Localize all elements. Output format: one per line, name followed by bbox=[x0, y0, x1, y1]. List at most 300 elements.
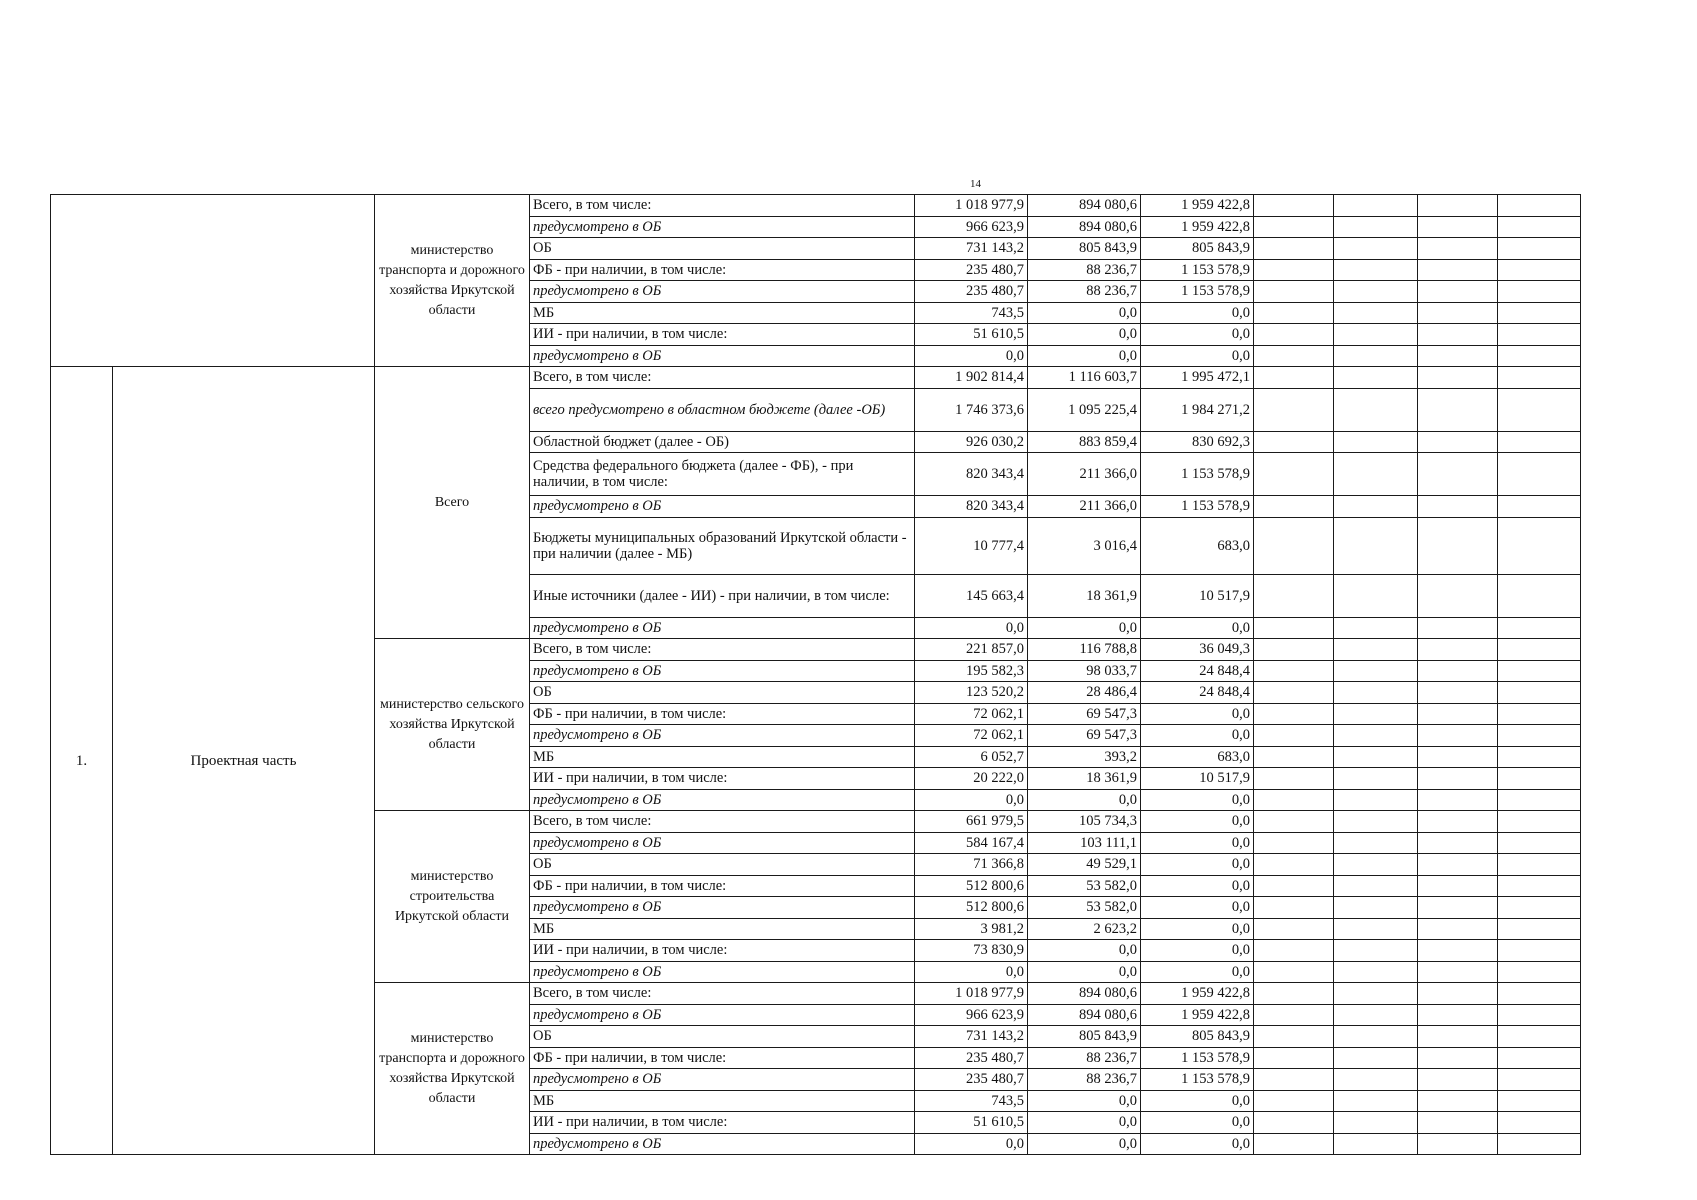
funding-source-label: Всего, в том числе: bbox=[530, 811, 915, 833]
value-cell-3: 0,0 bbox=[1141, 1133, 1254, 1155]
value-cell-3: 0,0 bbox=[1141, 875, 1254, 897]
value-cell-1: 966 623,9 bbox=[915, 1004, 1028, 1026]
empty-cell bbox=[1334, 216, 1418, 238]
empty-cell bbox=[1498, 238, 1581, 260]
funding-source-label: предусмотрено в ОБ bbox=[530, 789, 915, 811]
empty-cell bbox=[1254, 940, 1334, 962]
empty-cell bbox=[1418, 983, 1498, 1005]
empty-cell bbox=[1254, 746, 1334, 768]
value-cell-2: 0,0 bbox=[1028, 1090, 1141, 1112]
empty-cell bbox=[1254, 367, 1334, 389]
value-cell-3: 0,0 bbox=[1141, 617, 1254, 639]
empty-cell bbox=[1498, 496, 1581, 518]
empty-cell bbox=[1498, 682, 1581, 704]
empty-cell bbox=[1334, 1026, 1418, 1048]
empty-cell bbox=[1254, 324, 1334, 346]
executor-cell: министерство сельского хозяйства Иркутской области bbox=[375, 639, 530, 811]
value-cell-3: 1 959 422,8 bbox=[1141, 216, 1254, 238]
value-cell-2: 0,0 bbox=[1028, 1133, 1141, 1155]
funding-source-label: Всего, в том числе: bbox=[530, 983, 915, 1005]
value-cell-2: 1 095 225,4 bbox=[1028, 388, 1141, 431]
empty-cell bbox=[1498, 1112, 1581, 1134]
empty-cell bbox=[1334, 1090, 1418, 1112]
value-cell-1: 221 857,0 bbox=[915, 639, 1028, 661]
empty-cell bbox=[1418, 961, 1498, 983]
funding-source-label: Всего, в том числе: bbox=[530, 367, 915, 389]
empty-cell bbox=[1418, 617, 1498, 639]
empty-cell bbox=[1254, 961, 1334, 983]
funding-source-label: ОБ bbox=[530, 682, 915, 704]
value-cell-1: 731 143,2 bbox=[915, 238, 1028, 260]
value-cell-1: 926 030,2 bbox=[915, 431, 1028, 453]
empty-cell bbox=[1254, 195, 1334, 217]
empty-cell bbox=[1498, 1004, 1581, 1026]
empty-cell bbox=[1498, 216, 1581, 238]
empty-cell bbox=[1498, 897, 1581, 919]
value-cell-1: 73 830,9 bbox=[915, 940, 1028, 962]
funding-source-label: предусмотрено в ОБ bbox=[530, 660, 915, 682]
empty-cell bbox=[1418, 1047, 1498, 1069]
empty-cell bbox=[1334, 725, 1418, 747]
empty-cell bbox=[1334, 617, 1418, 639]
empty-cell bbox=[1254, 682, 1334, 704]
empty-cell bbox=[1418, 496, 1498, 518]
value-cell-3: 1 153 578,9 bbox=[1141, 281, 1254, 303]
empty-cell bbox=[1334, 746, 1418, 768]
funding-source-label: ИИ - при наличии, в том числе: bbox=[530, 1112, 915, 1134]
empty-cell bbox=[1418, 216, 1498, 238]
empty-cell bbox=[1334, 238, 1418, 260]
empty-cell bbox=[1334, 875, 1418, 897]
empty-cell bbox=[1334, 345, 1418, 367]
table-row bbox=[51, 195, 1581, 217]
funding-source-label: предусмотрено в ОБ bbox=[530, 897, 915, 919]
empty-cell bbox=[1334, 768, 1418, 790]
empty-cell bbox=[1334, 682, 1418, 704]
value-cell-1: 235 480,7 bbox=[915, 1069, 1028, 1091]
value-cell-1: 1 746 373,6 bbox=[915, 388, 1028, 431]
empty-cell bbox=[1418, 453, 1498, 496]
value-cell-3: 0,0 bbox=[1141, 703, 1254, 725]
value-cell-1: 731 143,2 bbox=[915, 1026, 1028, 1048]
empty-cell bbox=[1418, 1004, 1498, 1026]
value-cell-1: 743,5 bbox=[915, 1090, 1028, 1112]
value-cell-3: 0,0 bbox=[1141, 302, 1254, 324]
value-cell-1: 584 167,4 bbox=[915, 832, 1028, 854]
empty-cell bbox=[1254, 1090, 1334, 1112]
value-cell-3: 1 959 422,8 bbox=[1141, 983, 1254, 1005]
empty-cell bbox=[1254, 854, 1334, 876]
empty-cell bbox=[1498, 367, 1581, 389]
empty-cell bbox=[1334, 431, 1418, 453]
empty-cell bbox=[1418, 1026, 1498, 1048]
executor-cell: министерство строительства Иркутской области bbox=[375, 811, 530, 983]
value-cell-1: 0,0 bbox=[915, 1133, 1028, 1155]
row-number: 1. bbox=[51, 367, 113, 1155]
empty-cell bbox=[1254, 216, 1334, 238]
value-cell-2: 18 361,9 bbox=[1028, 574, 1141, 617]
value-cell-1: 51 610,5 bbox=[915, 1112, 1028, 1134]
value-cell-1: 743,5 bbox=[915, 302, 1028, 324]
empty-cell bbox=[1418, 703, 1498, 725]
funding-source-label: Бюджеты муниципальных образований Иркутской области - при наличии (далее - МБ) bbox=[530, 517, 915, 574]
value-cell-2: 53 582,0 bbox=[1028, 875, 1141, 897]
empty-cell bbox=[1334, 259, 1418, 281]
empty-cell bbox=[1334, 281, 1418, 303]
empty-cell bbox=[1418, 517, 1498, 574]
value-cell-3: 0,0 bbox=[1141, 1090, 1254, 1112]
value-cell-2: 393,2 bbox=[1028, 746, 1141, 768]
empty-cell bbox=[1498, 388, 1581, 431]
empty-cell bbox=[1334, 832, 1418, 854]
executor-cell: Всего bbox=[375, 367, 530, 639]
funding-source-label: предусмотрено в ОБ bbox=[530, 496, 915, 518]
empty-cell bbox=[1334, 811, 1418, 833]
value-cell-1: 71 366,8 bbox=[915, 854, 1028, 876]
value-cell-1: 145 663,4 bbox=[915, 574, 1028, 617]
value-cell-2: 0,0 bbox=[1028, 961, 1141, 983]
page-number: 14 bbox=[970, 178, 981, 190]
value-cell-1: 820 343,4 bbox=[915, 496, 1028, 518]
value-cell-1: 820 343,4 bbox=[915, 453, 1028, 496]
funding-source-label: ОБ bbox=[530, 1026, 915, 1048]
value-cell-3: 10 517,9 bbox=[1141, 574, 1254, 617]
executor-cell: министерство транспорта и дорожного хозяйства Иркутской области bbox=[375, 195, 530, 367]
empty-cell bbox=[1334, 789, 1418, 811]
value-cell-1: 1 902 814,4 bbox=[915, 367, 1028, 389]
empty-cell bbox=[1498, 789, 1581, 811]
value-cell-2: 98 033,7 bbox=[1028, 660, 1141, 682]
value-cell-2: 88 236,7 bbox=[1028, 281, 1141, 303]
value-cell-3: 1 995 472,1 bbox=[1141, 367, 1254, 389]
empty-cell bbox=[1254, 238, 1334, 260]
empty-cell bbox=[1334, 639, 1418, 661]
value-cell-3: 1 153 578,9 bbox=[1141, 453, 1254, 496]
value-cell-1: 3 981,2 bbox=[915, 918, 1028, 940]
funding-source-label: МБ bbox=[530, 302, 915, 324]
value-cell-1: 51 610,5 bbox=[915, 324, 1028, 346]
funding-source-label: Всего, в том числе: bbox=[530, 195, 915, 217]
empty-cell bbox=[1418, 746, 1498, 768]
empty-cell bbox=[1498, 281, 1581, 303]
empty-cell bbox=[1498, 918, 1581, 940]
value-cell-2: 1 116 603,7 bbox=[1028, 367, 1141, 389]
value-cell-2: 103 111,1 bbox=[1028, 832, 1141, 854]
empty-cell bbox=[1498, 854, 1581, 876]
section-name: Проектная часть bbox=[113, 367, 375, 1155]
blank-cell bbox=[51, 195, 375, 367]
value-cell-1: 1 018 977,9 bbox=[915, 983, 1028, 1005]
empty-cell bbox=[1418, 918, 1498, 940]
empty-cell bbox=[1254, 897, 1334, 919]
empty-cell bbox=[1418, 195, 1498, 217]
value-cell-3: 683,0 bbox=[1141, 746, 1254, 768]
empty-cell bbox=[1254, 574, 1334, 617]
value-cell-1: 0,0 bbox=[915, 961, 1028, 983]
empty-cell bbox=[1334, 854, 1418, 876]
value-cell-2: 28 486,4 bbox=[1028, 682, 1141, 704]
value-cell-1: 72 062,1 bbox=[915, 725, 1028, 747]
value-cell-3: 1 153 578,9 bbox=[1141, 1047, 1254, 1069]
funding-source-label: предусмотрено в ОБ bbox=[530, 1133, 915, 1155]
value-cell-2: 883 859,4 bbox=[1028, 431, 1141, 453]
empty-cell bbox=[1334, 1069, 1418, 1091]
value-cell-3: 0,0 bbox=[1141, 832, 1254, 854]
funding-source-label: МБ bbox=[530, 918, 915, 940]
value-cell-3: 0,0 bbox=[1141, 854, 1254, 876]
value-cell-3: 1 153 578,9 bbox=[1141, 1069, 1254, 1091]
empty-cell bbox=[1334, 195, 1418, 217]
empty-cell bbox=[1418, 1112, 1498, 1134]
value-cell-2: 894 080,6 bbox=[1028, 983, 1141, 1005]
empty-cell bbox=[1418, 238, 1498, 260]
empty-cell bbox=[1334, 453, 1418, 496]
empty-cell bbox=[1254, 496, 1334, 518]
value-cell-2: 0,0 bbox=[1028, 940, 1141, 962]
value-cell-2: 88 236,7 bbox=[1028, 259, 1141, 281]
empty-cell bbox=[1334, 324, 1418, 346]
funding-source-label: предусмотрено в ОБ bbox=[530, 1069, 915, 1091]
empty-cell bbox=[1254, 388, 1334, 431]
empty-cell bbox=[1254, 875, 1334, 897]
table-row bbox=[51, 367, 1581, 389]
empty-cell bbox=[1254, 431, 1334, 453]
empty-cell bbox=[1418, 725, 1498, 747]
empty-cell bbox=[1418, 789, 1498, 811]
empty-cell bbox=[1498, 345, 1581, 367]
value-cell-2: 0,0 bbox=[1028, 617, 1141, 639]
value-cell-2: 53 582,0 bbox=[1028, 897, 1141, 919]
funding-source-label: предусмотрено в ОБ bbox=[530, 617, 915, 639]
empty-cell bbox=[1254, 345, 1334, 367]
funding-source-label: Областной бюджет (далее - ОБ) bbox=[530, 431, 915, 453]
value-cell-2: 894 080,6 bbox=[1028, 1004, 1141, 1026]
value-cell-2: 116 788,8 bbox=[1028, 639, 1141, 661]
empty-cell bbox=[1498, 875, 1581, 897]
value-cell-1: 235 480,7 bbox=[915, 259, 1028, 281]
empty-cell bbox=[1254, 639, 1334, 661]
empty-cell bbox=[1334, 1004, 1418, 1026]
empty-cell bbox=[1418, 940, 1498, 962]
value-cell-2: 88 236,7 bbox=[1028, 1047, 1141, 1069]
empty-cell bbox=[1498, 768, 1581, 790]
empty-cell bbox=[1418, 345, 1498, 367]
empty-cell bbox=[1254, 811, 1334, 833]
empty-cell bbox=[1334, 940, 1418, 962]
empty-cell bbox=[1254, 725, 1334, 747]
empty-cell bbox=[1334, 660, 1418, 682]
empty-cell bbox=[1334, 703, 1418, 725]
empty-cell bbox=[1498, 617, 1581, 639]
funding-source-label: ИИ - при наличии, в том числе: bbox=[530, 768, 915, 790]
funding-source-label: ОБ bbox=[530, 238, 915, 260]
value-cell-3: 0,0 bbox=[1141, 811, 1254, 833]
value-cell-3: 805 843,9 bbox=[1141, 238, 1254, 260]
funding-source-label: ОБ bbox=[530, 854, 915, 876]
value-cell-3: 0,0 bbox=[1141, 897, 1254, 919]
empty-cell bbox=[1254, 517, 1334, 574]
value-cell-3: 36 049,3 bbox=[1141, 639, 1254, 661]
empty-cell bbox=[1418, 302, 1498, 324]
value-cell-1: 20 222,0 bbox=[915, 768, 1028, 790]
empty-cell bbox=[1418, 1090, 1498, 1112]
empty-cell bbox=[1498, 725, 1581, 747]
executor-cell: министерство транспорта и дорожного хозяйства Иркутской области bbox=[375, 983, 530, 1155]
empty-cell bbox=[1418, 639, 1498, 661]
empty-cell bbox=[1254, 768, 1334, 790]
value-cell-2: 105 734,3 bbox=[1028, 811, 1141, 833]
empty-cell bbox=[1418, 259, 1498, 281]
value-cell-1: 0,0 bbox=[915, 617, 1028, 639]
empty-cell bbox=[1254, 789, 1334, 811]
empty-cell bbox=[1254, 453, 1334, 496]
value-cell-2: 805 843,9 bbox=[1028, 238, 1141, 260]
value-cell-1: 123 520,2 bbox=[915, 682, 1028, 704]
funding-source-label: предусмотрено в ОБ bbox=[530, 832, 915, 854]
empty-cell bbox=[1498, 961, 1581, 983]
value-cell-1: 235 480,7 bbox=[915, 281, 1028, 303]
empty-cell bbox=[1418, 854, 1498, 876]
empty-cell bbox=[1498, 832, 1581, 854]
empty-cell bbox=[1254, 1004, 1334, 1026]
value-cell-2: 18 361,9 bbox=[1028, 768, 1141, 790]
value-cell-3: 0,0 bbox=[1141, 918, 1254, 940]
value-cell-2: 69 547,3 bbox=[1028, 725, 1141, 747]
empty-cell bbox=[1334, 388, 1418, 431]
value-cell-1: 235 480,7 bbox=[915, 1047, 1028, 1069]
empty-cell bbox=[1334, 1112, 1418, 1134]
value-cell-3: 10 517,9 bbox=[1141, 768, 1254, 790]
empty-cell bbox=[1254, 1133, 1334, 1155]
empty-cell bbox=[1498, 1090, 1581, 1112]
empty-cell bbox=[1334, 574, 1418, 617]
funding-source-label: предусмотрено в ОБ bbox=[530, 1004, 915, 1026]
funding-source-label: ИИ - при наличии, в том числе: bbox=[530, 324, 915, 346]
budget-table bbox=[50, 194, 1581, 1155]
empty-cell bbox=[1254, 660, 1334, 682]
empty-cell bbox=[1498, 574, 1581, 617]
empty-cell bbox=[1418, 768, 1498, 790]
empty-cell bbox=[1254, 1047, 1334, 1069]
empty-cell bbox=[1498, 1133, 1581, 1155]
value-cell-2: 211 366,0 bbox=[1028, 453, 1141, 496]
empty-cell bbox=[1418, 431, 1498, 453]
value-cell-3: 1 959 422,8 bbox=[1141, 195, 1254, 217]
funding-source-label: предусмотрено в ОБ bbox=[530, 961, 915, 983]
empty-cell bbox=[1498, 453, 1581, 496]
empty-cell bbox=[1254, 259, 1334, 281]
funding-source-label: Всего, в том числе: bbox=[530, 639, 915, 661]
value-cell-2: 0,0 bbox=[1028, 302, 1141, 324]
value-cell-3: 1 153 578,9 bbox=[1141, 259, 1254, 281]
value-cell-1: 6 052,7 bbox=[915, 746, 1028, 768]
value-cell-1: 0,0 bbox=[915, 345, 1028, 367]
value-cell-1: 10 777,4 bbox=[915, 517, 1028, 574]
value-cell-1: 966 623,9 bbox=[915, 216, 1028, 238]
value-cell-2: 805 843,9 bbox=[1028, 1026, 1141, 1048]
empty-cell bbox=[1418, 660, 1498, 682]
empty-cell bbox=[1498, 983, 1581, 1005]
value-cell-3: 0,0 bbox=[1141, 324, 1254, 346]
empty-cell bbox=[1498, 660, 1581, 682]
value-cell-1: 1 018 977,9 bbox=[915, 195, 1028, 217]
value-cell-2: 2 623,2 bbox=[1028, 918, 1141, 940]
value-cell-3: 0,0 bbox=[1141, 789, 1254, 811]
empty-cell bbox=[1334, 1047, 1418, 1069]
empty-cell bbox=[1418, 388, 1498, 431]
funding-source-label: предусмотрено в ОБ bbox=[530, 345, 915, 367]
empty-cell bbox=[1498, 703, 1581, 725]
empty-cell bbox=[1254, 1026, 1334, 1048]
funding-source-label: ФБ - при наличии, в том числе: bbox=[530, 875, 915, 897]
empty-cell bbox=[1498, 1047, 1581, 1069]
empty-cell bbox=[1334, 517, 1418, 574]
empty-cell bbox=[1418, 897, 1498, 919]
funding-source-label: МБ bbox=[530, 1090, 915, 1112]
empty-cell bbox=[1498, 302, 1581, 324]
funding-source-label: ФБ - при наличии, в том числе: bbox=[530, 259, 915, 281]
empty-cell bbox=[1418, 324, 1498, 346]
value-cell-3: 0,0 bbox=[1141, 961, 1254, 983]
budget-table-body bbox=[51, 195, 1581, 1155]
empty-cell bbox=[1254, 1112, 1334, 1134]
empty-cell bbox=[1254, 302, 1334, 324]
empty-cell bbox=[1334, 367, 1418, 389]
value-cell-3: 1 959 422,8 bbox=[1141, 1004, 1254, 1026]
funding-source-label: предусмотрено в ОБ bbox=[530, 216, 915, 238]
value-cell-3: 1 984 271,2 bbox=[1141, 388, 1254, 431]
empty-cell bbox=[1254, 983, 1334, 1005]
empty-cell bbox=[1498, 1069, 1581, 1091]
value-cell-1: 72 062,1 bbox=[915, 703, 1028, 725]
empty-cell bbox=[1498, 195, 1581, 217]
empty-cell bbox=[1334, 961, 1418, 983]
value-cell-3: 1 153 578,9 bbox=[1141, 496, 1254, 518]
empty-cell bbox=[1498, 1026, 1581, 1048]
value-cell-1: 661 979,5 bbox=[915, 811, 1028, 833]
empty-cell bbox=[1334, 918, 1418, 940]
empty-cell bbox=[1498, 746, 1581, 768]
empty-cell bbox=[1498, 639, 1581, 661]
empty-cell bbox=[1418, 574, 1498, 617]
empty-cell bbox=[1254, 281, 1334, 303]
empty-cell bbox=[1418, 832, 1498, 854]
empty-cell bbox=[1498, 940, 1581, 962]
value-cell-2: 3 016,4 bbox=[1028, 517, 1141, 574]
empty-cell bbox=[1418, 811, 1498, 833]
funding-source-label: ФБ - при наличии, в том числе: bbox=[530, 703, 915, 725]
empty-cell bbox=[1418, 875, 1498, 897]
value-cell-1: 512 800,6 bbox=[915, 875, 1028, 897]
empty-cell bbox=[1498, 259, 1581, 281]
empty-cell bbox=[1254, 617, 1334, 639]
empty-cell bbox=[1334, 983, 1418, 1005]
empty-cell bbox=[1498, 324, 1581, 346]
funding-source-label: Иные источники (далее - ИИ) - при наличии, в том числе: bbox=[530, 574, 915, 617]
empty-cell bbox=[1254, 703, 1334, 725]
empty-cell bbox=[1498, 517, 1581, 574]
value-cell-2: 0,0 bbox=[1028, 324, 1141, 346]
funding-source-label: предусмотрено в ОБ bbox=[530, 725, 915, 747]
empty-cell bbox=[1418, 281, 1498, 303]
empty-cell bbox=[1334, 1133, 1418, 1155]
value-cell-3: 830 692,3 bbox=[1141, 431, 1254, 453]
value-cell-3: 0,0 bbox=[1141, 725, 1254, 747]
empty-cell bbox=[1498, 811, 1581, 833]
value-cell-3: 0,0 bbox=[1141, 345, 1254, 367]
funding-source-label: Средства федерального бюджета (далее - ФБ), - при наличии, в том числе: bbox=[530, 453, 915, 496]
value-cell-2: 894 080,6 bbox=[1028, 216, 1141, 238]
